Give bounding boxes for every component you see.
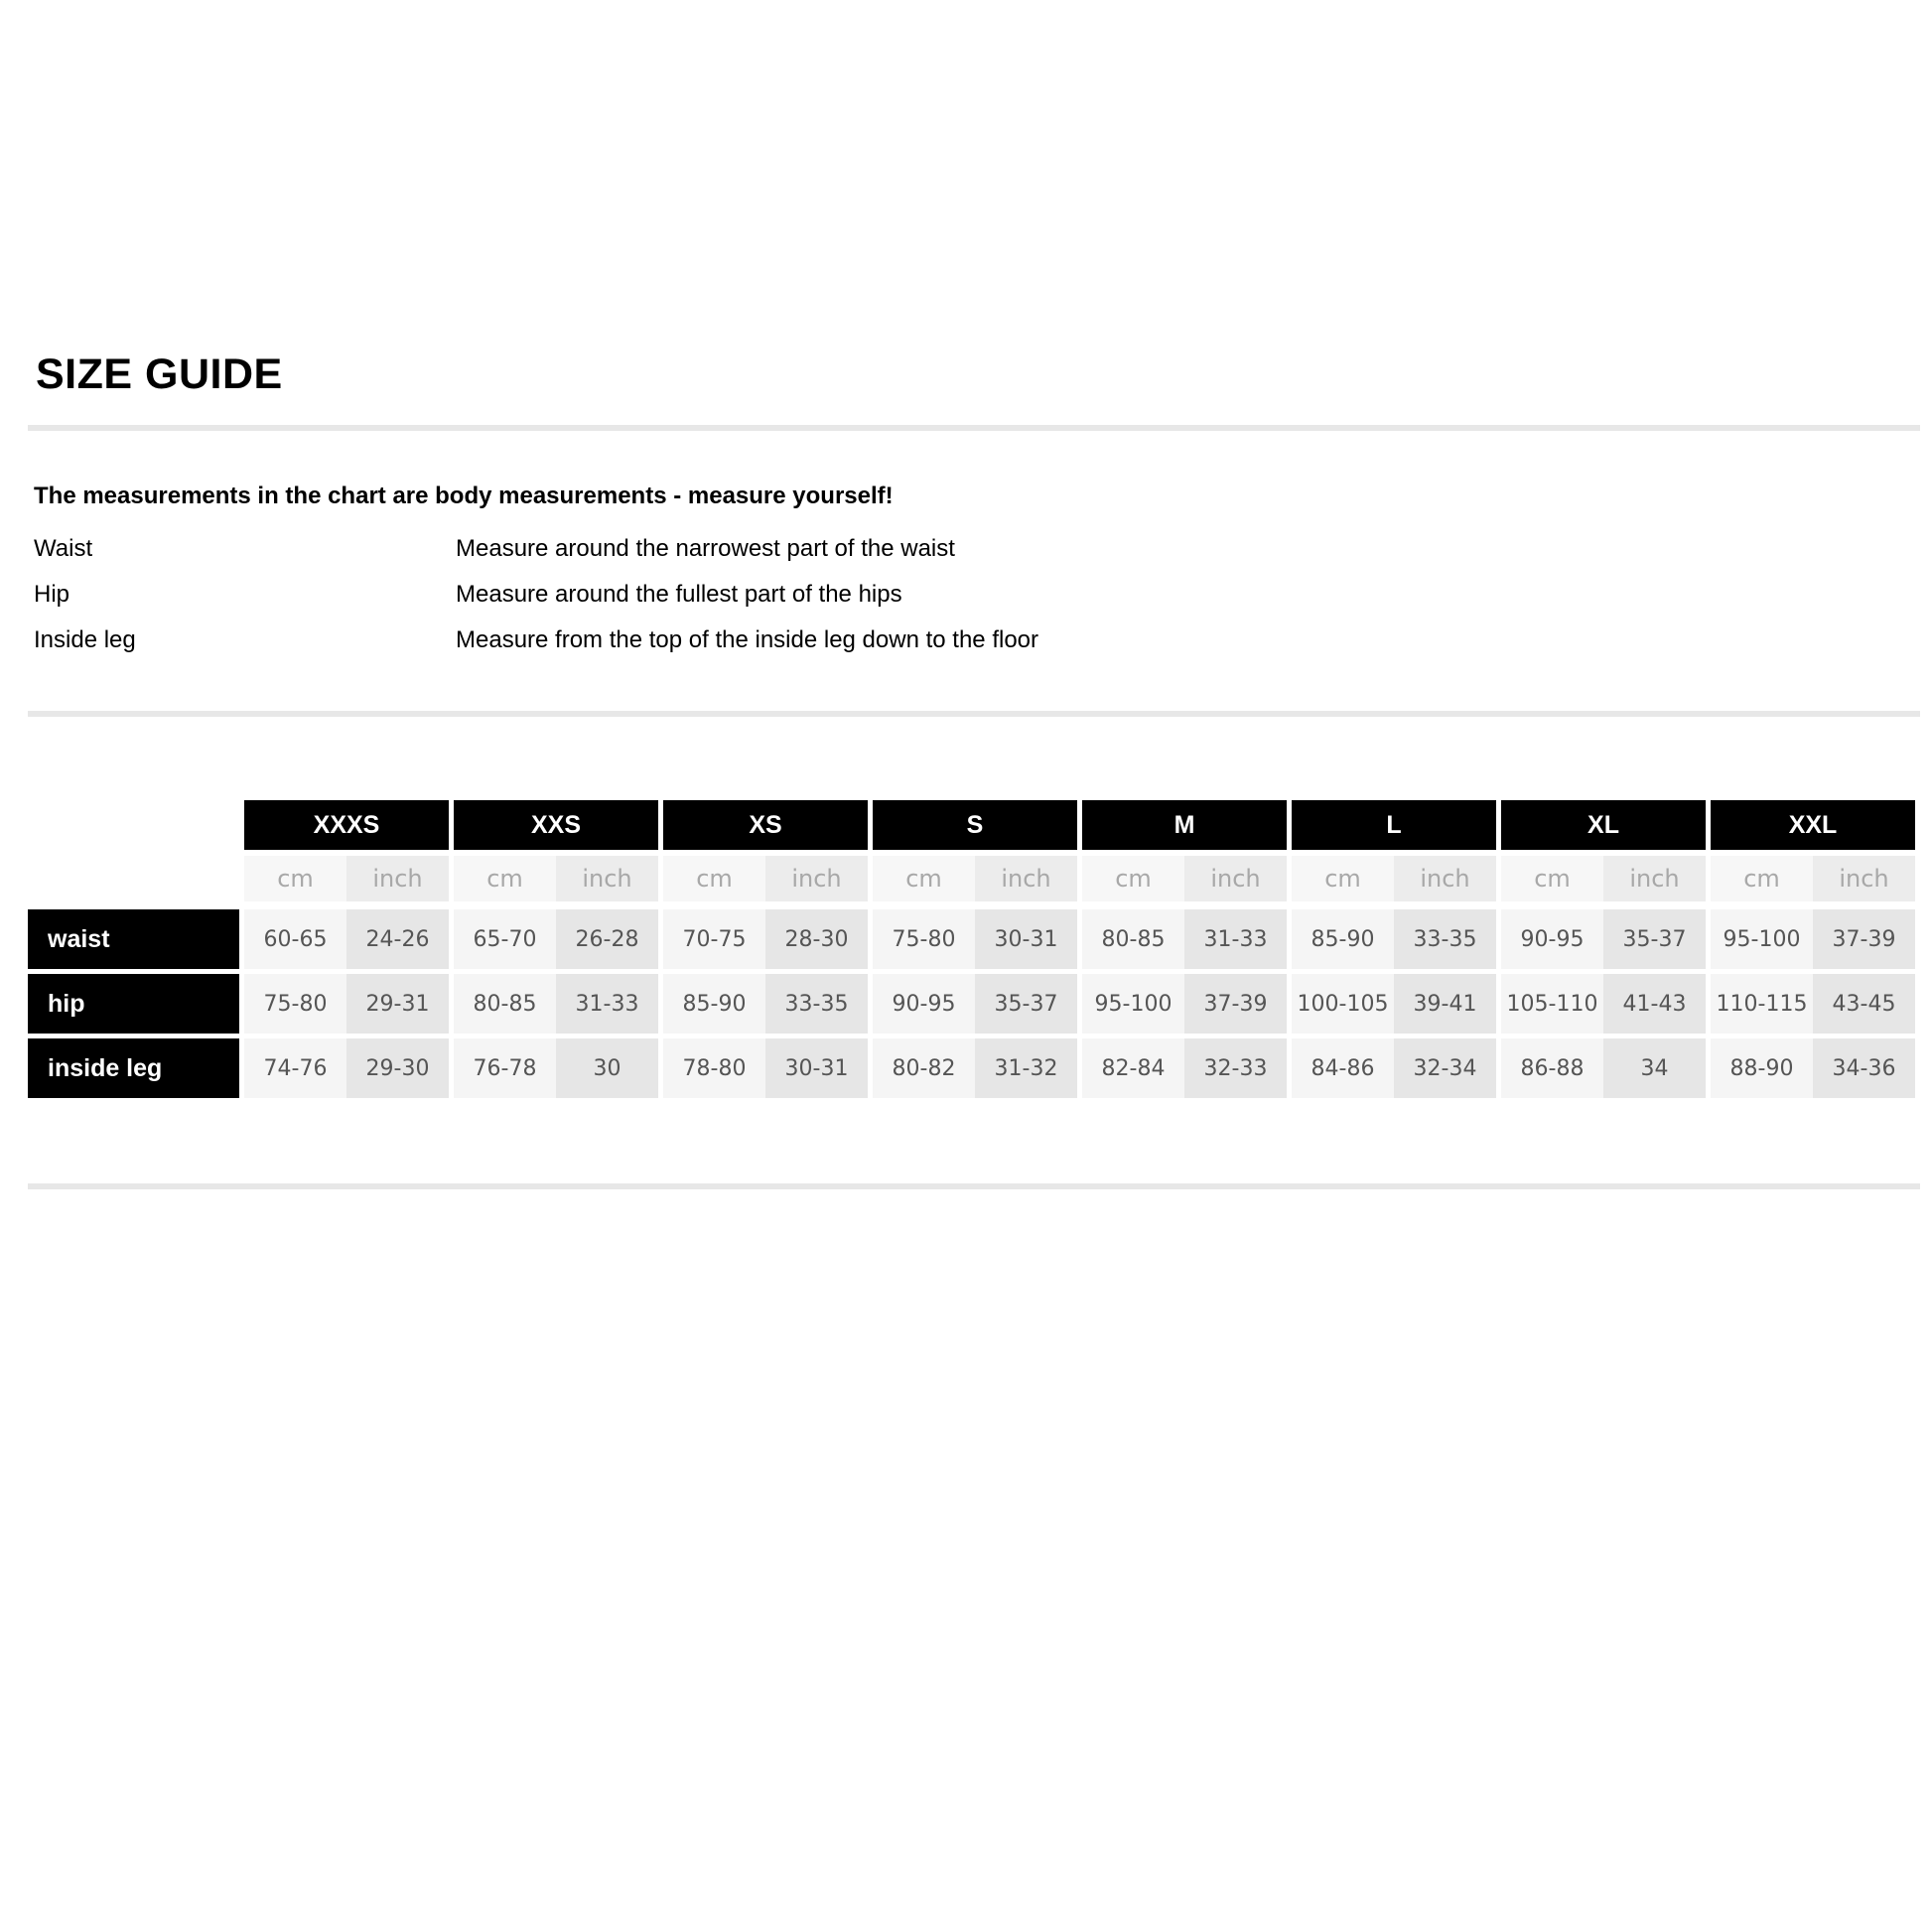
- value-cell-cm: 100-105: [1292, 974, 1394, 1034]
- value-cell-cm: 75-80: [873, 909, 975, 969]
- size-header: XL: [1501, 800, 1706, 850]
- measurement-term: Waist: [34, 535, 93, 562]
- value-cell-inch: 30: [556, 1038, 658, 1098]
- value-cell-cm: 75-80: [244, 974, 346, 1034]
- value-cell-cm: 110-115: [1711, 974, 1813, 1034]
- measurement-description: Measure around the narrowest part of the waist: [456, 535, 955, 562]
- row-label: inside leg: [28, 1038, 239, 1098]
- size-header: L: [1292, 800, 1496, 850]
- value-cell-cm: 78-80: [663, 1038, 765, 1098]
- size-header: XXL: [1711, 800, 1915, 850]
- value-cell-inch: 43-45: [1813, 974, 1915, 1034]
- value-cell-cm: 95-100: [1082, 974, 1184, 1034]
- value-cell-inch: 32-33: [1184, 1038, 1287, 1098]
- measurement-row-hip: [34, 580, 1126, 620]
- unit-label-cm: cm: [454, 856, 556, 901]
- measurement-row-waist: [34, 534, 1126, 574]
- value-cell-cm: 105-110: [1501, 974, 1603, 1034]
- value-cell-inch: 29-30: [346, 1038, 449, 1098]
- table-row: [244, 974, 1922, 1034]
- unit-label-inch: inch: [1603, 856, 1706, 901]
- unit-label-inch: inch: [1184, 856, 1287, 901]
- value-cell-inch: 24-26: [346, 909, 449, 969]
- table-row: [244, 909, 1922, 969]
- value-cell-inch: 35-37: [975, 974, 1077, 1034]
- value-cell-cm: 70-75: [663, 909, 765, 969]
- unit-label-cm: cm: [1292, 856, 1394, 901]
- value-cell-inch: 33-35: [1394, 909, 1496, 969]
- value-cell-inch: 31-32: [975, 1038, 1077, 1098]
- value-cell-inch: 30-31: [765, 1038, 868, 1098]
- unit-label-inch: inch: [1813, 856, 1915, 901]
- size-header: XXS: [454, 800, 658, 850]
- value-cell-inch: 37-39: [1184, 974, 1287, 1034]
- size-header: XXXS: [244, 800, 449, 850]
- divider-middle: [28, 711, 1920, 717]
- value-cell-inch: 26-28: [556, 909, 658, 969]
- row-label: hip: [28, 974, 239, 1034]
- measurement-term: Inside leg: [34, 626, 136, 653]
- value-cell-inch: 31-33: [556, 974, 658, 1034]
- value-cell-cm: 80-85: [454, 974, 556, 1034]
- value-cell-cm: 65-70: [454, 909, 556, 969]
- value-cell-inch: 34: [1603, 1038, 1706, 1098]
- unit-label-inch: inch: [975, 856, 1077, 901]
- row-label: waist: [28, 909, 239, 969]
- value-cell-cm: 86-88: [1501, 1038, 1603, 1098]
- value-cell-cm: 60-65: [244, 909, 346, 969]
- unit-label-cm: cm: [1082, 856, 1184, 901]
- value-cell-inch: 39-41: [1394, 974, 1496, 1034]
- size-header: S: [873, 800, 1077, 850]
- unit-label-inch: inch: [1394, 856, 1496, 901]
- value-cell-inch: 31-33: [1184, 909, 1287, 969]
- value-cell-inch: 29-31: [346, 974, 449, 1034]
- value-cell-inch: 37-39: [1813, 909, 1915, 969]
- value-cell-inch: 30-31: [975, 909, 1077, 969]
- unit-label-cm: cm: [244, 856, 346, 901]
- intro-text: The measurements in the chart are body measurements - measure yourself!: [34, 483, 894, 509]
- value-cell-cm: 85-90: [1292, 909, 1394, 969]
- unit-label-inch: inch: [346, 856, 449, 901]
- size-header: XS: [663, 800, 868, 850]
- value-cell-cm: 76-78: [454, 1038, 556, 1098]
- size-header: M: [1082, 800, 1287, 850]
- size-header-row: [244, 800, 1922, 850]
- value-cell-cm: 80-82: [873, 1038, 975, 1098]
- divider-top: [28, 425, 1920, 431]
- value-cell-inch: 35-37: [1603, 909, 1706, 969]
- value-cell-cm: 82-84: [1082, 1038, 1184, 1098]
- value-cell-cm: 90-95: [873, 974, 975, 1034]
- measurement-term: Hip: [34, 581, 70, 608]
- divider-bottom: [28, 1183, 1920, 1189]
- value-cell-cm: 88-90: [1711, 1038, 1813, 1098]
- value-cell-inch: 32-34: [1394, 1038, 1496, 1098]
- unit-label-cm: cm: [1711, 856, 1813, 901]
- table-row: [244, 1038, 1922, 1098]
- measurement-description: Measure from the top of the inside leg down to the floor: [456, 626, 1039, 653]
- value-cell-cm: 90-95: [1501, 909, 1603, 969]
- value-cell-inch: 41-43: [1603, 974, 1706, 1034]
- unit-label-inch: inch: [765, 856, 868, 901]
- value-cell-inch: 28-30: [765, 909, 868, 969]
- value-cell-cm: 95-100: [1711, 909, 1813, 969]
- unit-label-cm: cm: [1501, 856, 1603, 901]
- value-cell-cm: 85-90: [663, 974, 765, 1034]
- value-cell-cm: 74-76: [244, 1038, 346, 1098]
- page-title: SIZE GUIDE: [36, 350, 283, 398]
- value-cell-cm: 84-86: [1292, 1038, 1394, 1098]
- measurement-description: Measure around the fullest part of the hips: [456, 581, 902, 608]
- unit-header-row: [244, 856, 1922, 901]
- value-cell-inch: 33-35: [765, 974, 868, 1034]
- unit-label-cm: cm: [663, 856, 765, 901]
- unit-label-inch: inch: [556, 856, 658, 901]
- unit-label-cm: cm: [873, 856, 975, 901]
- measurement-row-inside-leg: [34, 625, 1126, 665]
- value-cell-cm: 80-85: [1082, 909, 1184, 969]
- value-cell-inch: 34-36: [1813, 1038, 1915, 1098]
